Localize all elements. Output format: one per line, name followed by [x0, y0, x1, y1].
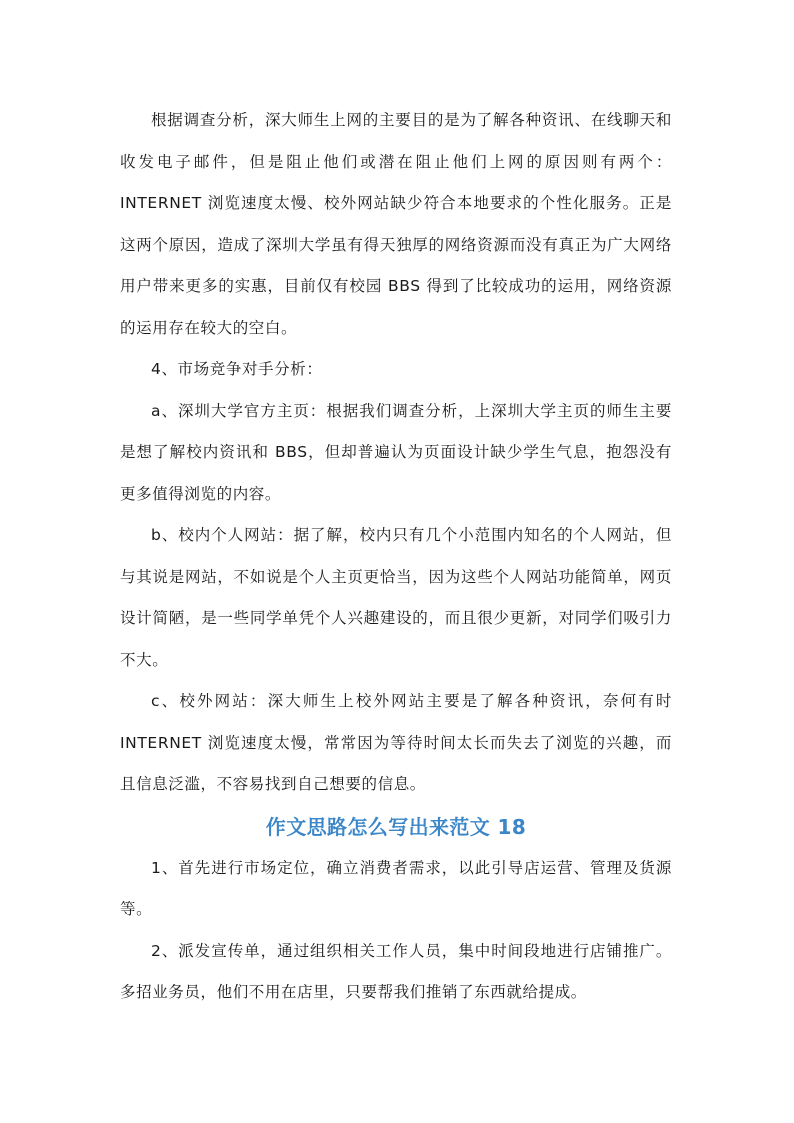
paragraph-survey-analysis: 根据调查分析，深大师生上网的主要目的是为了解各种资讯、在线聊天和收发电子邮件，但是阻止他们或潜在阻止他们上网的原因则有两个：INTERNET 浏览速度太慢、校外网站缺少符合本地要求的个性化服务。正是这两个原因，造成了深圳大学虽有得天独厚的网络资源而没有真正为广大网络用户带来更多的实惠，目前仅有校园 BBS 得到了比较成功的运用，网络资源的运用存在较大的空白。 [120, 111, 672, 337]
paragraph-competitor-heading: 4、市场竞争对手分析： [151, 360, 323, 378]
paragraph-official-homepage: a、深圳大学官方主页：根据我们调查分析，上深圳大学主页的师生主要是想了解校内资讯和 BBS，但却普遍认为页面设计缺少学生气息，抱怨没有更多值得浏览的内容。 [120, 401, 672, 503]
section-heading: 作文思路怎么写出来范文 18 [265, 814, 527, 839]
paragraph-personal-sites: b、校内个人网站：据了解，校内只有几个小范围内知名的个人网站，但与其说是网站，不如说是个人主页更恰当，因为这些个人网站功能简单，网页设计简陋，是一些同学单凭个人兴趣建设的，而且很少更新，对同学们吸引力不大。 [120, 526, 672, 669]
document-page [120, 100, 672, 1014]
paragraph-market-positioning: 1、首先进行市场定位，确立消费者需求，以此引导店运营、管理及货源等。 [120, 858, 672, 918]
paragraph-flyer-promotion: 2、派发宣传单，通过组织相关工作人员，集中时间段地进行店铺推广。多招业务员，他们不用在店里，只要帮我们推销了东西就给提成。 [120, 941, 672, 1001]
paragraph-external-sites: c、校外网站：深大师生上校外网站主要是了解各种资讯，奈何有时INTERNET 浏览速度太慢，常常因为等待时间太长而失去了浏览的兴趣，而且信息泛滥，不容易找到自己想要的信息。 [120, 692, 672, 793]
